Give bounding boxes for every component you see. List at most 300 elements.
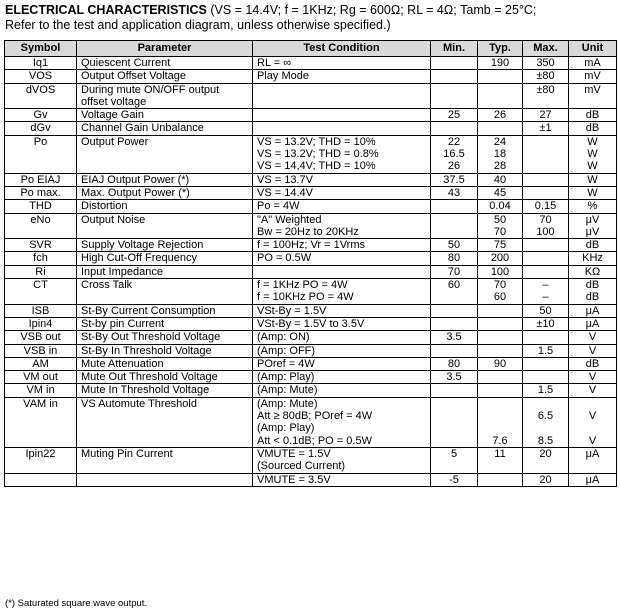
- cond-cell: [253, 122, 431, 135]
- cond-line: Att < 0.1dB; PO = 0.5W: [257, 434, 372, 447]
- table-row: [5, 213, 617, 239]
- typ-cell: [478, 186, 523, 199]
- param-cell: [77, 447, 253, 473]
- max-line: 350: [536, 57, 555, 69]
- unit-cell: [569, 252, 617, 265]
- param-cell: [77, 304, 253, 317]
- cond-line: (Amp: Play): [257, 371, 315, 384]
- table-body: [5, 57, 617, 487]
- max-cell: [523, 447, 569, 473]
- max-cell: [523, 357, 569, 370]
- min-cell: [431, 239, 478, 252]
- table-row: [5, 371, 617, 384]
- param-cell: [77, 279, 253, 305]
- unit-cell: [569, 239, 617, 252]
- param-line: Distortion: [81, 200, 128, 213]
- cond-cell: [253, 57, 431, 70]
- table-row: [5, 331, 617, 344]
- title-conditions-open: (V: [206, 3, 223, 17]
- param-cell: [77, 473, 253, 486]
- min-cell: [431, 122, 478, 135]
- min-line: [435, 214, 473, 226]
- typ-line: [482, 371, 518, 383]
- typ-cell: [478, 173, 523, 186]
- typ-cell: [478, 70, 523, 83]
- max-cell: [523, 186, 569, 199]
- cond-line: Play Mode: [257, 70, 309, 83]
- column-header: Typ.: [478, 41, 523, 57]
- typ-line: [482, 345, 518, 357]
- symbol-cell: VM out: [5, 371, 77, 384]
- min-cell: [431, 265, 478, 278]
- column-header: Max.: [523, 41, 569, 57]
- param-cell: [77, 357, 253, 370]
- symbol-cell: VM in: [5, 384, 77, 397]
- max-cell: [523, 279, 569, 305]
- max-cell: [523, 344, 569, 357]
- min-line: [435, 435, 473, 447]
- typ-line: [482, 305, 518, 317]
- max-line: [527, 266, 564, 278]
- max-line: 27: [539, 109, 552, 122]
- symbol-cell: CT: [5, 279, 77, 305]
- min-cell: [431, 397, 478, 447]
- param-line: [81, 474, 248, 486]
- typ-line: [482, 410, 518, 422]
- typ-cell: [478, 200, 523, 213]
- typ-cell: [478, 239, 523, 252]
- min-line: [435, 318, 473, 330]
- symbol-cell: Gv: [5, 109, 77, 122]
- max-line: 0.15: [534, 200, 557, 213]
- max-line: 1.5: [537, 344, 554, 357]
- cond-line: VS = 13.2V; THD = 10%: [257, 135, 376, 148]
- max-line: 20: [539, 447, 552, 460]
- cond-line: [257, 122, 426, 134]
- min-line: 50: [447, 239, 461, 252]
- symbol-cell: VAM in: [5, 397, 77, 447]
- typ-line: 26: [493, 109, 507, 122]
- min-line: [435, 122, 473, 134]
- cond-line: VS = 13.2V; THD = 0.8%: [257, 148, 379, 161]
- param-line: offset voltage: [81, 95, 147, 108]
- param-line: Supply Voltage Rejection: [81, 239, 204, 252]
- min-line: [435, 305, 473, 317]
- typ-cell: [478, 473, 523, 486]
- unit-cell: [569, 186, 617, 199]
- unit-line: V: [588, 344, 597, 357]
- unit-line: dB: [585, 239, 600, 252]
- symbol-cell: eNo: [5, 213, 77, 239]
- param-line: Voltage Gain: [81, 109, 144, 122]
- max-line: 70: [539, 213, 552, 226]
- cond-cell: [253, 304, 431, 317]
- cond-cell: [253, 317, 431, 330]
- unit-line: dB: [585, 291, 600, 304]
- min-line: 5: [450, 447, 458, 460]
- param-cell: [77, 122, 253, 135]
- table-row: [5, 304, 617, 317]
- unit-line: KHz: [582, 252, 603, 265]
- min-line: 3.5: [446, 331, 462, 344]
- cond-cell: [253, 397, 431, 447]
- unit-line: mV: [584, 83, 601, 96]
- param-cell: [77, 344, 253, 357]
- cond-cell: [253, 473, 431, 486]
- cond-cell: [253, 83, 431, 109]
- param-line: VS Automute Threshold: [81, 397, 197, 410]
- typ-line: 70: [493, 279, 507, 292]
- min-cell: [431, 173, 478, 186]
- typ-line: [482, 318, 518, 330]
- table-row: [5, 252, 617, 265]
- param-cell: [77, 239, 253, 252]
- min-line: 25: [447, 109, 461, 122]
- unit-cell: [569, 317, 617, 330]
- typ-line: 60: [493, 291, 507, 304]
- min-line: [435, 422, 473, 434]
- typ-cell: [478, 317, 523, 330]
- cond-cell: [253, 239, 431, 252]
- unit-line: [573, 422, 612, 434]
- unit-line: W: [587, 173, 598, 186]
- electrical-characteristics-table: [4, 40, 617, 487]
- symbol-cell: fch: [5, 252, 77, 265]
- min-cell: [431, 304, 478, 317]
- cond-line: VSt-By = 1.5V: [257, 304, 327, 317]
- max-cell: [523, 109, 569, 122]
- min-cell: [431, 344, 478, 357]
- typ-line: 90: [493, 357, 507, 370]
- cond-line: VSt-By = 1.5V to 3.5V: [257, 317, 365, 330]
- typ-line: [482, 122, 518, 134]
- max-line: [527, 136, 564, 148]
- table-row: [5, 122, 617, 135]
- max-line: ±80: [536, 70, 555, 83]
- param-line: St-By Current Consumption: [81, 304, 216, 317]
- param-line: Mute Attenuation: [81, 357, 164, 370]
- max-line: [527, 187, 564, 199]
- cond-cell: [253, 109, 431, 122]
- unit-line: V: [588, 434, 597, 447]
- cond-line: "A" Weighted: [257, 213, 322, 226]
- unit-cell: [569, 122, 617, 135]
- symbol-cell: dGv: [5, 122, 77, 135]
- min-line: [435, 460, 473, 472]
- typ-cell: [478, 384, 523, 397]
- unit-line: μA: [585, 304, 600, 317]
- typ-line: 18: [493, 148, 507, 161]
- typ-cell: [478, 122, 523, 135]
- unit-line: μA: [585, 447, 600, 460]
- table-row: [5, 447, 617, 473]
- max-cell: [523, 135, 569, 173]
- min-cell: [431, 252, 478, 265]
- typ-cell: [478, 371, 523, 384]
- cond-cell: [253, 70, 431, 83]
- max-line: 100: [536, 225, 555, 238]
- unit-cell: [569, 70, 617, 83]
- typ-line: 24: [493, 135, 507, 148]
- unit-line: V: [588, 410, 597, 423]
- column-header: Min.: [431, 41, 478, 57]
- cond-cell: [253, 173, 431, 186]
- symbol-cell: VSB in: [5, 344, 77, 357]
- min-cell: [431, 70, 478, 83]
- unit-cell: [569, 265, 617, 278]
- unit-cell: [569, 57, 617, 70]
- param-line: Mute Out Threshold Voltage: [81, 371, 218, 384]
- unit-cell: [569, 279, 617, 305]
- typ-line: 50: [493, 213, 507, 226]
- symbol-cell: Ri: [5, 265, 77, 278]
- unit-line: mA: [584, 57, 601, 69]
- typ-line: 40: [493, 173, 507, 186]
- min-cell: [431, 109, 478, 122]
- cond-line: VS = 14,4V; THD = 10%: [257, 160, 376, 173]
- typ-line: 7.6: [492, 434, 508, 447]
- title-line2: Refer to the test and application diagram, unless otherwise specified.): [5, 18, 391, 32]
- min-line: 16.5: [443, 148, 465, 161]
- max-line: –: [542, 279, 549, 292]
- max-cell: [523, 397, 569, 447]
- max-line: –: [542, 291, 549, 304]
- param-cell: [77, 173, 253, 186]
- cond-line: Bw = 20Hz to 20KHz: [257, 225, 359, 238]
- typ-cell: [478, 447, 523, 473]
- cond-line: f = 1KHz PO = 4W: [257, 279, 348, 292]
- max-cell: [523, 384, 569, 397]
- unit-line: V: [588, 371, 597, 384]
- max-cell: [523, 70, 569, 83]
- table-row: [5, 239, 617, 252]
- unit-line: W: [587, 160, 598, 173]
- cond-cell: [253, 252, 431, 265]
- typ-line: 28: [493, 160, 507, 173]
- table-row: [5, 357, 617, 370]
- symbol-cell: SVR: [5, 239, 77, 252]
- param-line: Cross Talk: [81, 279, 133, 292]
- column-header: Parameter: [77, 41, 253, 57]
- min-line: [435, 398, 473, 410]
- cond-line: VS = 14.4V: [257, 186, 313, 199]
- cond-cell: [253, 186, 431, 199]
- max-cell: [523, 317, 569, 330]
- typ-line: [482, 70, 518, 82]
- typ-line: [482, 422, 518, 434]
- param-cell: [77, 331, 253, 344]
- unit-line: dB: [585, 109, 600, 122]
- typ-line: [482, 84, 518, 96]
- table-row: [5, 186, 617, 199]
- param-line: Max. Output Power (*): [81, 186, 190, 199]
- min-line: [435, 226, 473, 238]
- max-line: 1.5: [537, 384, 554, 397]
- unit-line: μA: [585, 317, 600, 330]
- min-line: [435, 70, 473, 82]
- cond-cell: [253, 135, 431, 173]
- table-row: [5, 70, 617, 83]
- min-line: 60: [447, 279, 461, 292]
- unit-line: W: [587, 148, 598, 161]
- max-line: ±10: [536, 317, 555, 330]
- max-line: 6.5: [537, 410, 554, 423]
- max-cell: [523, 83, 569, 109]
- symbol-cell: Ipin22: [5, 447, 77, 473]
- max-cell: [523, 239, 569, 252]
- min-line: [435, 345, 473, 357]
- max-cell: [523, 304, 569, 317]
- unit-line: mV: [584, 70, 601, 83]
- param-cell: [77, 70, 253, 83]
- title-conditions: S = 14.4V; f = 1KHz; Rg = 600Ω; RL = 4Ω; Tamb = 25°C;: [222, 3, 537, 17]
- symbol-cell: VSB out: [5, 331, 77, 344]
- max-cell: [523, 200, 569, 213]
- min-line: [435, 57, 473, 69]
- param-line: During mute ON/OFF output: [81, 83, 220, 96]
- min-cell: [431, 447, 478, 473]
- min-line: [435, 200, 473, 212]
- unit-line: dB: [585, 357, 600, 370]
- min-cell: [431, 331, 478, 344]
- param-cell: [77, 109, 253, 122]
- min-line: -5: [449, 473, 459, 486]
- unit-cell: [569, 371, 617, 384]
- param-line: St-By Out Threshold Voltage: [81, 331, 221, 344]
- min-line: [435, 291, 473, 303]
- cond-cell: [253, 357, 431, 370]
- min-line: 3.5: [446, 371, 462, 384]
- param-cell: [77, 200, 253, 213]
- min-cell: [431, 279, 478, 305]
- table-row: [5, 57, 617, 70]
- symbol-cell: THD: [5, 200, 77, 213]
- min-cell: [431, 83, 478, 109]
- param-line: EIAJ Output Power (*): [81, 173, 190, 186]
- min-line: 22: [447, 135, 461, 148]
- cond-line: (Amp: OFF): [257, 344, 316, 357]
- min-line: 37.5: [443, 173, 465, 186]
- typ-cell: [478, 252, 523, 265]
- unit-line: dB: [585, 122, 600, 135]
- table-row: [5, 344, 617, 357]
- param-line: Channel Gain Unbalance: [81, 122, 204, 135]
- cond-line: [257, 266, 426, 278]
- symbol-cell: Po EIAJ: [5, 173, 77, 186]
- min-line: 26: [447, 160, 461, 173]
- typ-cell: [478, 344, 523, 357]
- cond-cell: [253, 265, 431, 278]
- min-line: [435, 410, 473, 422]
- max-line: 50: [539, 304, 552, 317]
- typ-cell: [478, 57, 523, 70]
- param-cell: [77, 252, 253, 265]
- max-line: [527, 252, 564, 264]
- typ-line: 70: [493, 225, 507, 238]
- typ-line: 100: [490, 265, 510, 278]
- min-line: [435, 384, 473, 396]
- unit-line: μV: [585, 225, 600, 238]
- max-line: [527, 331, 564, 343]
- typ-cell: [478, 304, 523, 317]
- unit-line: %: [587, 200, 598, 213]
- min-line: [435, 84, 473, 96]
- cond-line: Po = 4W: [257, 200, 300, 213]
- table-row: [5, 200, 617, 213]
- min-line: 70: [447, 265, 461, 278]
- unit-line: μV: [585, 213, 600, 226]
- max-cell: [523, 213, 569, 239]
- min-cell: [431, 57, 478, 70]
- section-title: [5, 3, 617, 33]
- param-line: St-by pin Current: [81, 317, 165, 330]
- symbol-cell: ISB: [5, 304, 77, 317]
- param-cell: [77, 213, 253, 239]
- typ-cell: [478, 279, 523, 305]
- param-cell: [77, 57, 253, 70]
- typ-cell: [478, 109, 523, 122]
- title-bold: ELECTRICAL CHARACTERISTICS: [5, 3, 207, 17]
- unit-cell: [569, 397, 617, 447]
- footnote: (*) Saturated square wave output.: [5, 598, 148, 609]
- cond-cell: [253, 371, 431, 384]
- cond-cell: [253, 447, 431, 473]
- param-line: Muting Pin Current: [81, 447, 173, 460]
- symbol-cell: [5, 473, 77, 486]
- cond-line: RL = ∞: [257, 57, 292, 69]
- param-cell: [77, 397, 253, 447]
- cond-cell: [253, 344, 431, 357]
- max-cell: [523, 371, 569, 384]
- min-line: 80: [447, 357, 461, 370]
- param-line: Input Impedance: [81, 265, 163, 278]
- max-line: [527, 422, 564, 434]
- param-line: Output Noise: [81, 213, 146, 226]
- symbol-cell: Po: [5, 135, 77, 173]
- typ-cell: [478, 265, 523, 278]
- unit-line: V: [588, 384, 597, 397]
- max-line: [527, 371, 564, 383]
- unit-cell: [569, 473, 617, 486]
- max-line: [527, 174, 564, 186]
- unit-cell: [569, 447, 617, 473]
- min-cell: [431, 186, 478, 199]
- param-line: Output Offset Voltage: [81, 70, 186, 83]
- cond-line: POref = 4W: [257, 357, 315, 370]
- typ-line: [482, 474, 518, 486]
- cond-line: (Amp: ON): [257, 331, 310, 344]
- table-row: [5, 279, 617, 305]
- param-line: High Cut-Off Frequency: [81, 252, 197, 265]
- cond-line: VS = 13.7V: [257, 173, 313, 186]
- typ-line: 0.04: [489, 200, 511, 213]
- unit-line: W: [587, 135, 598, 148]
- cond-line: PO = 0.5W: [257, 252, 312, 265]
- unit-cell: [569, 83, 617, 109]
- max-line: ±80: [536, 83, 555, 96]
- cond-line: (Sourced Current): [257, 460, 346, 473]
- unit-cell: [569, 344, 617, 357]
- table-row: [5, 265, 617, 278]
- symbol-cell: VOS: [5, 70, 77, 83]
- param-cell: [77, 186, 253, 199]
- unit-cell: [569, 213, 617, 239]
- typ-line: [482, 398, 518, 410]
- typ-cell: [478, 135, 523, 173]
- min-cell: [431, 200, 478, 213]
- max-line: [527, 398, 564, 410]
- unit-cell: [569, 384, 617, 397]
